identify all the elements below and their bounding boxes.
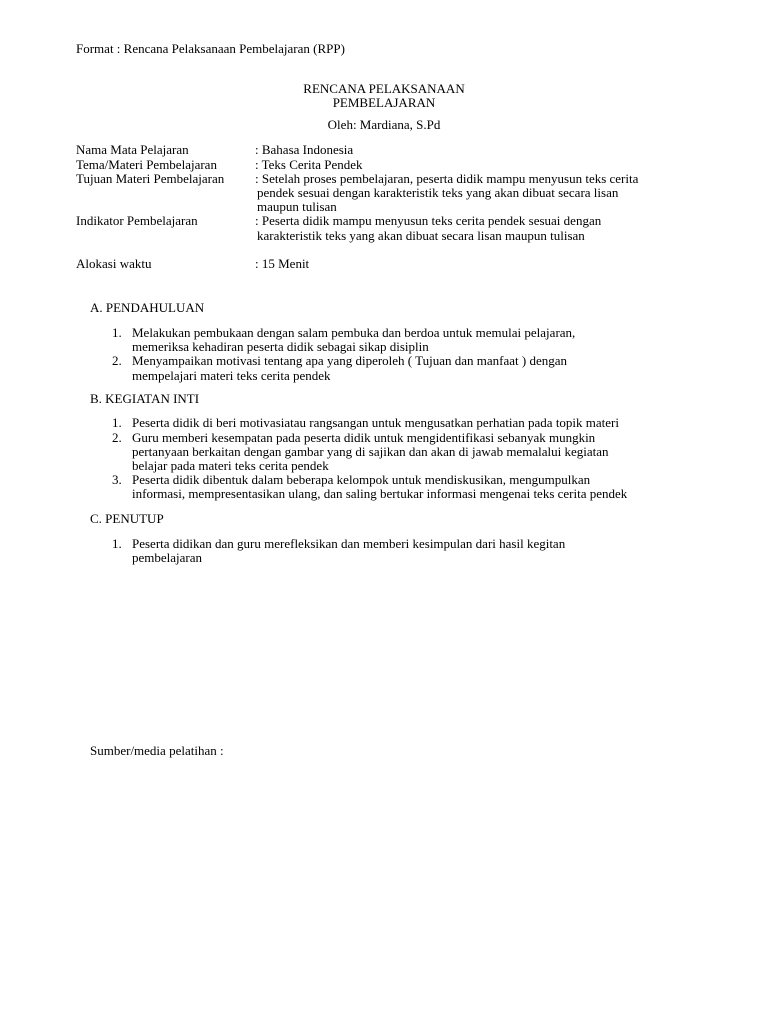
list-item-line: pertanyaan berkaitan dengan gambar yang di sajikan dan akan di jawab memalalui kegiatan (132, 444, 609, 459)
list-item-line: informasi, mempresentasikan ulang, dan saling bertukar informasi mengenai teks cerita pendek (132, 486, 628, 501)
list-item-line: memeriksa kehadiran peserta didik sebagai sikap disiplin (132, 339, 429, 354)
indicator-label: Indikator Pembelajaran (76, 213, 198, 228)
goal-label: Tujuan Materi Pembelajaran (76, 171, 225, 186)
list-item-line: belajar pada materi teks cerita pendek (132, 458, 329, 473)
list-item-line: Peserta didik dibentuk dalam beberapa kelompok untuk mendiskusikan, mengumpulkan (132, 472, 591, 487)
list-item-number: 2. (112, 430, 122, 445)
section-b-title: B. KEGIATAN INTI (90, 391, 200, 406)
list-item-line: Melakukan pembukaan dengan salam pembuka dan berdoa untuk memulai pelajaran, (132, 325, 576, 340)
format-line: Format : Rencana Pelaksanaan Pembelajaran (RPP) (76, 41, 345, 56)
list-item-line: Menyampaikan motivasi tentang apa yang diperoleh ( Tujuan dan manfaat ) dengan (132, 353, 568, 368)
goal-value-line-3: maupun tulisan (257, 199, 337, 214)
subject-value: : Bahasa Indonesia (255, 142, 354, 157)
list-item-number: 3. (112, 472, 122, 487)
section-a-title: A. PENDAHULUAN (90, 300, 205, 315)
list-item-number: 2. (112, 353, 122, 368)
time-value: : 15 Menit (255, 256, 310, 271)
list-item-line: Guru memberi kesempatan pada peserta didik untuk mengidentifikasi sebanyak mungkin (132, 430, 596, 445)
theme-value: : Teks Cerita Pendek (255, 157, 363, 172)
list-item-number: 1. (112, 415, 122, 430)
goal-value-line-2: pendek sesuai dengan karakteristik teks yang akan dibuat secara lisan (257, 185, 619, 200)
indicator-value-line-1: : Peserta didik mampu menyusun teks cerita pendek sesuai dengan (255, 213, 602, 228)
goal-value-line-1: : Setelah proses pembelajaran, peserta didik mampu menyusun teks cerita (255, 171, 639, 186)
list-item-number: 1. (112, 325, 122, 340)
list-item-number: 1. (112, 536, 122, 551)
title-line-1: RENCANA PELAKSANAAN (303, 81, 465, 96)
theme-label: Tema/Materi Pembelajaran (76, 157, 217, 172)
list-item-line: Peserta didik di beri motivasiatau rangsangan untuk mengusatkan perhatian pada topik materi (132, 415, 619, 430)
indicator-value-line-2: karakteristik teks yang akan dibuat secara lisan maupun tulisan (257, 228, 585, 243)
subject-label: Nama Mata Pelajaran (76, 142, 189, 157)
time-label: Alokasi waktu (76, 256, 152, 271)
section-c-title: C. PENUTUP (90, 511, 164, 526)
title-line-2: PEMBELAJARAN (332, 95, 436, 110)
list-item-line: Peserta didikan dan guru merefleksikan dan memberi kesimpulan dari hasil kegitan (132, 536, 566, 551)
source-label: Sumber/media pelatihan : (90, 743, 224, 758)
list-item-line: pembelajaran (132, 550, 203, 565)
author: Oleh: Mardiana, S.Pd (327, 117, 441, 132)
list-item-line: mempelajari materi teks cerita pendek (132, 368, 331, 383)
